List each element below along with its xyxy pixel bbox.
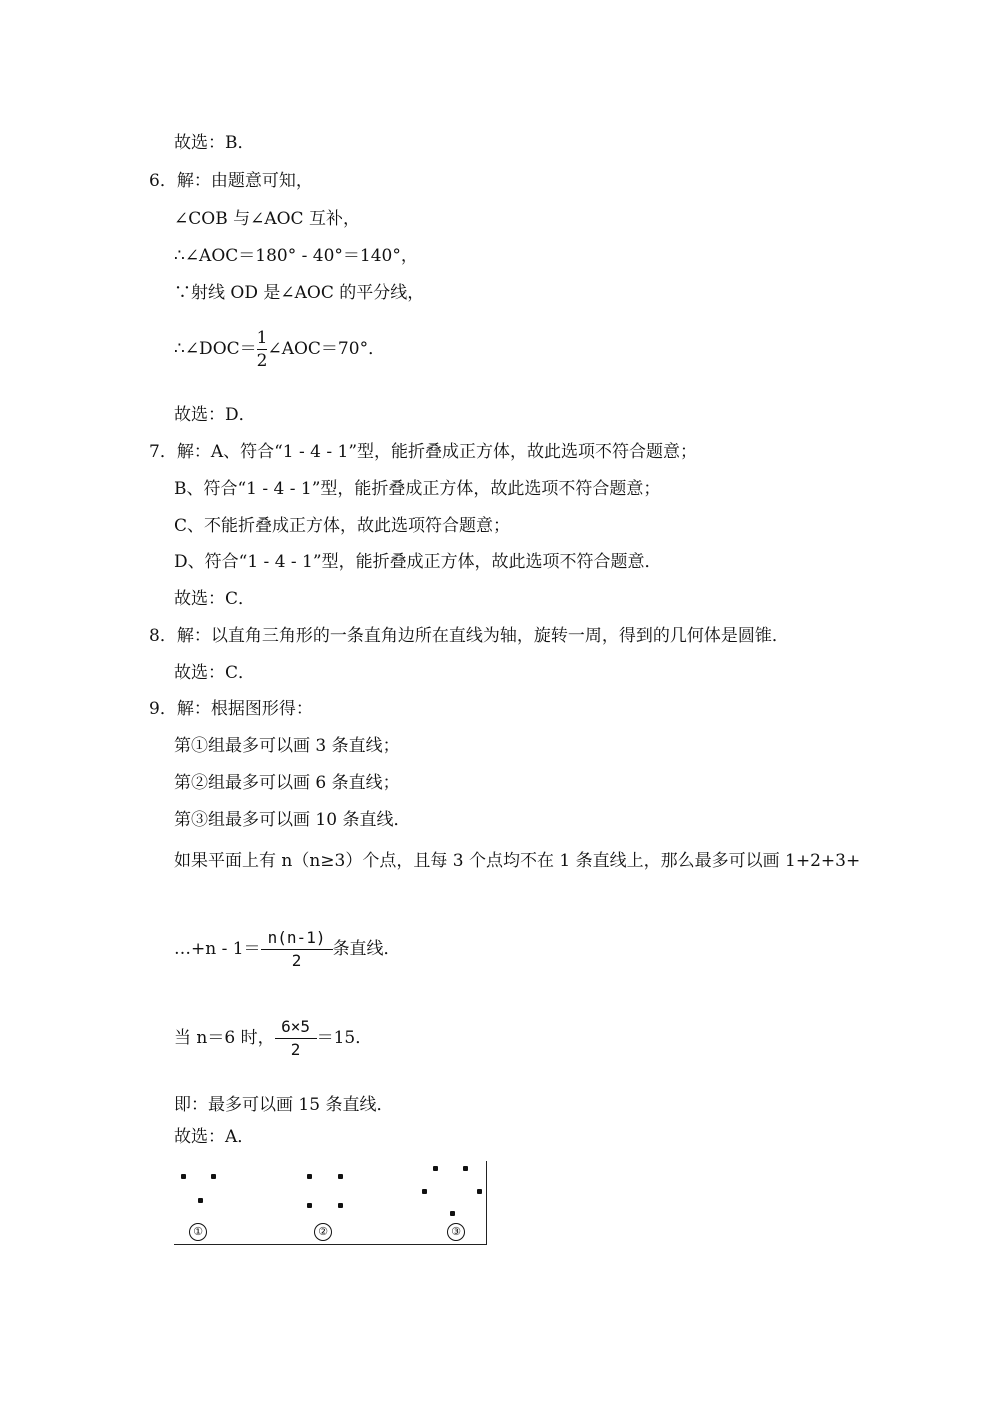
q9-heading: 9．解：根据图形得： <box>149 699 313 719</box>
q9-formula-prefix: …+n - 1＝ <box>174 939 261 959</box>
point <box>198 1198 203 1203</box>
q7-option-d: D、符合“1 - 4 - 1”型，能折叠成正方体，故此选项不符合题意． <box>174 552 662 572</box>
point <box>307 1174 312 1179</box>
q7-option-c: C、不能折叠成正方体，故此选项符合题意； <box>174 516 511 536</box>
q7-heading: 7．解：A、符合“1 - 4 - 1”型，能折叠成正方体，故此选项不符合题意； <box>149 442 698 462</box>
q8-answer: 故选：C． <box>174 663 256 683</box>
point <box>307 1203 312 1208</box>
fraction-n-n-minus-1-over-2 <box>261 928 333 971</box>
fraction-bar <box>275 1038 317 1039</box>
q6-answer: 故选：D． <box>174 405 256 425</box>
q9-general: 如果平面上有 n（n≥3）个点，且每 3 个点均不在 1 条直线上，那么最多可以画 1+2+3+ <box>174 851 861 871</box>
q9-formula-suffix: 条直线． <box>332 939 401 959</box>
q6-step-2: ∴∠AOC＝180° - 40°＝140°， <box>174 246 418 266</box>
q6-step-3: ∵射线 OD 是∠AOC 的平分线， <box>174 283 425 303</box>
fraction-denominator: 2 <box>256 351 268 371</box>
q6-step-4-suffix: ∠AOC＝70°． <box>267 339 386 359</box>
group-label-1: ① <box>189 1223 207 1241</box>
answer-line-5: 故选：B． <box>174 133 255 153</box>
point <box>477 1189 482 1194</box>
q6-step-1: ∠COB 与∠AOC 互补， <box>174 209 360 229</box>
point <box>450 1211 455 1216</box>
point <box>422 1189 427 1194</box>
q6-step-4 <box>174 328 385 371</box>
group-label-3: ③ <box>447 1223 465 1241</box>
q7-answer: 故选：C． <box>174 589 256 609</box>
fraction-numerator: 1 <box>256 328 268 348</box>
fraction-numerator: 6×5 <box>281 1017 311 1036</box>
group-label-2: ② <box>314 1223 332 1241</box>
fraction-6x5-over-2 <box>275 1017 317 1060</box>
fraction-bar <box>261 949 333 950</box>
q9-group-3: 第③组最多可以画 10 条直线． <box>174 810 411 830</box>
fraction-numerator: n(n-1) <box>267 928 326 947</box>
q9-conclusion: 即：最多可以画 15 条直线． <box>174 1095 394 1115</box>
point <box>463 1166 468 1171</box>
fraction-bar <box>257 349 268 350</box>
q9-group-2: 第②组最多可以画 6 条直线； <box>174 773 400 793</box>
q9-substitution <box>174 1017 372 1060</box>
point <box>338 1174 343 1179</box>
q9-substitution-prefix: 当 n＝6 时， <box>174 1028 275 1048</box>
q9-formula <box>174 928 401 971</box>
fraction-denominator: 2 <box>291 951 302 970</box>
point <box>433 1166 438 1171</box>
q6-heading: 6．解：由题意可知， <box>149 171 313 191</box>
q8-heading: 8．解：以直角三角形的一条直角边所在直线为轴，旋转一周，得到的几何体是圆锥． <box>149 626 789 646</box>
q7-option-b: B、符合“1 - 4 - 1”型，能折叠成正方体，故此选项不符合题意； <box>174 479 661 499</box>
q9-group-1: 第①组最多可以画 3 条直线； <box>174 736 400 756</box>
fraction-denominator: 2 <box>290 1040 301 1059</box>
point-groups-figure <box>174 1161 487 1245</box>
point <box>338 1203 343 1208</box>
point <box>181 1174 186 1179</box>
point <box>211 1174 216 1179</box>
q9-substitution-suffix: ＝15． <box>316 1028 373 1048</box>
fraction-one-half <box>257 328 268 371</box>
q9-answer: 故选：A． <box>174 1127 255 1147</box>
q6-step-4-prefix: ∴∠DOC＝ <box>174 339 257 359</box>
